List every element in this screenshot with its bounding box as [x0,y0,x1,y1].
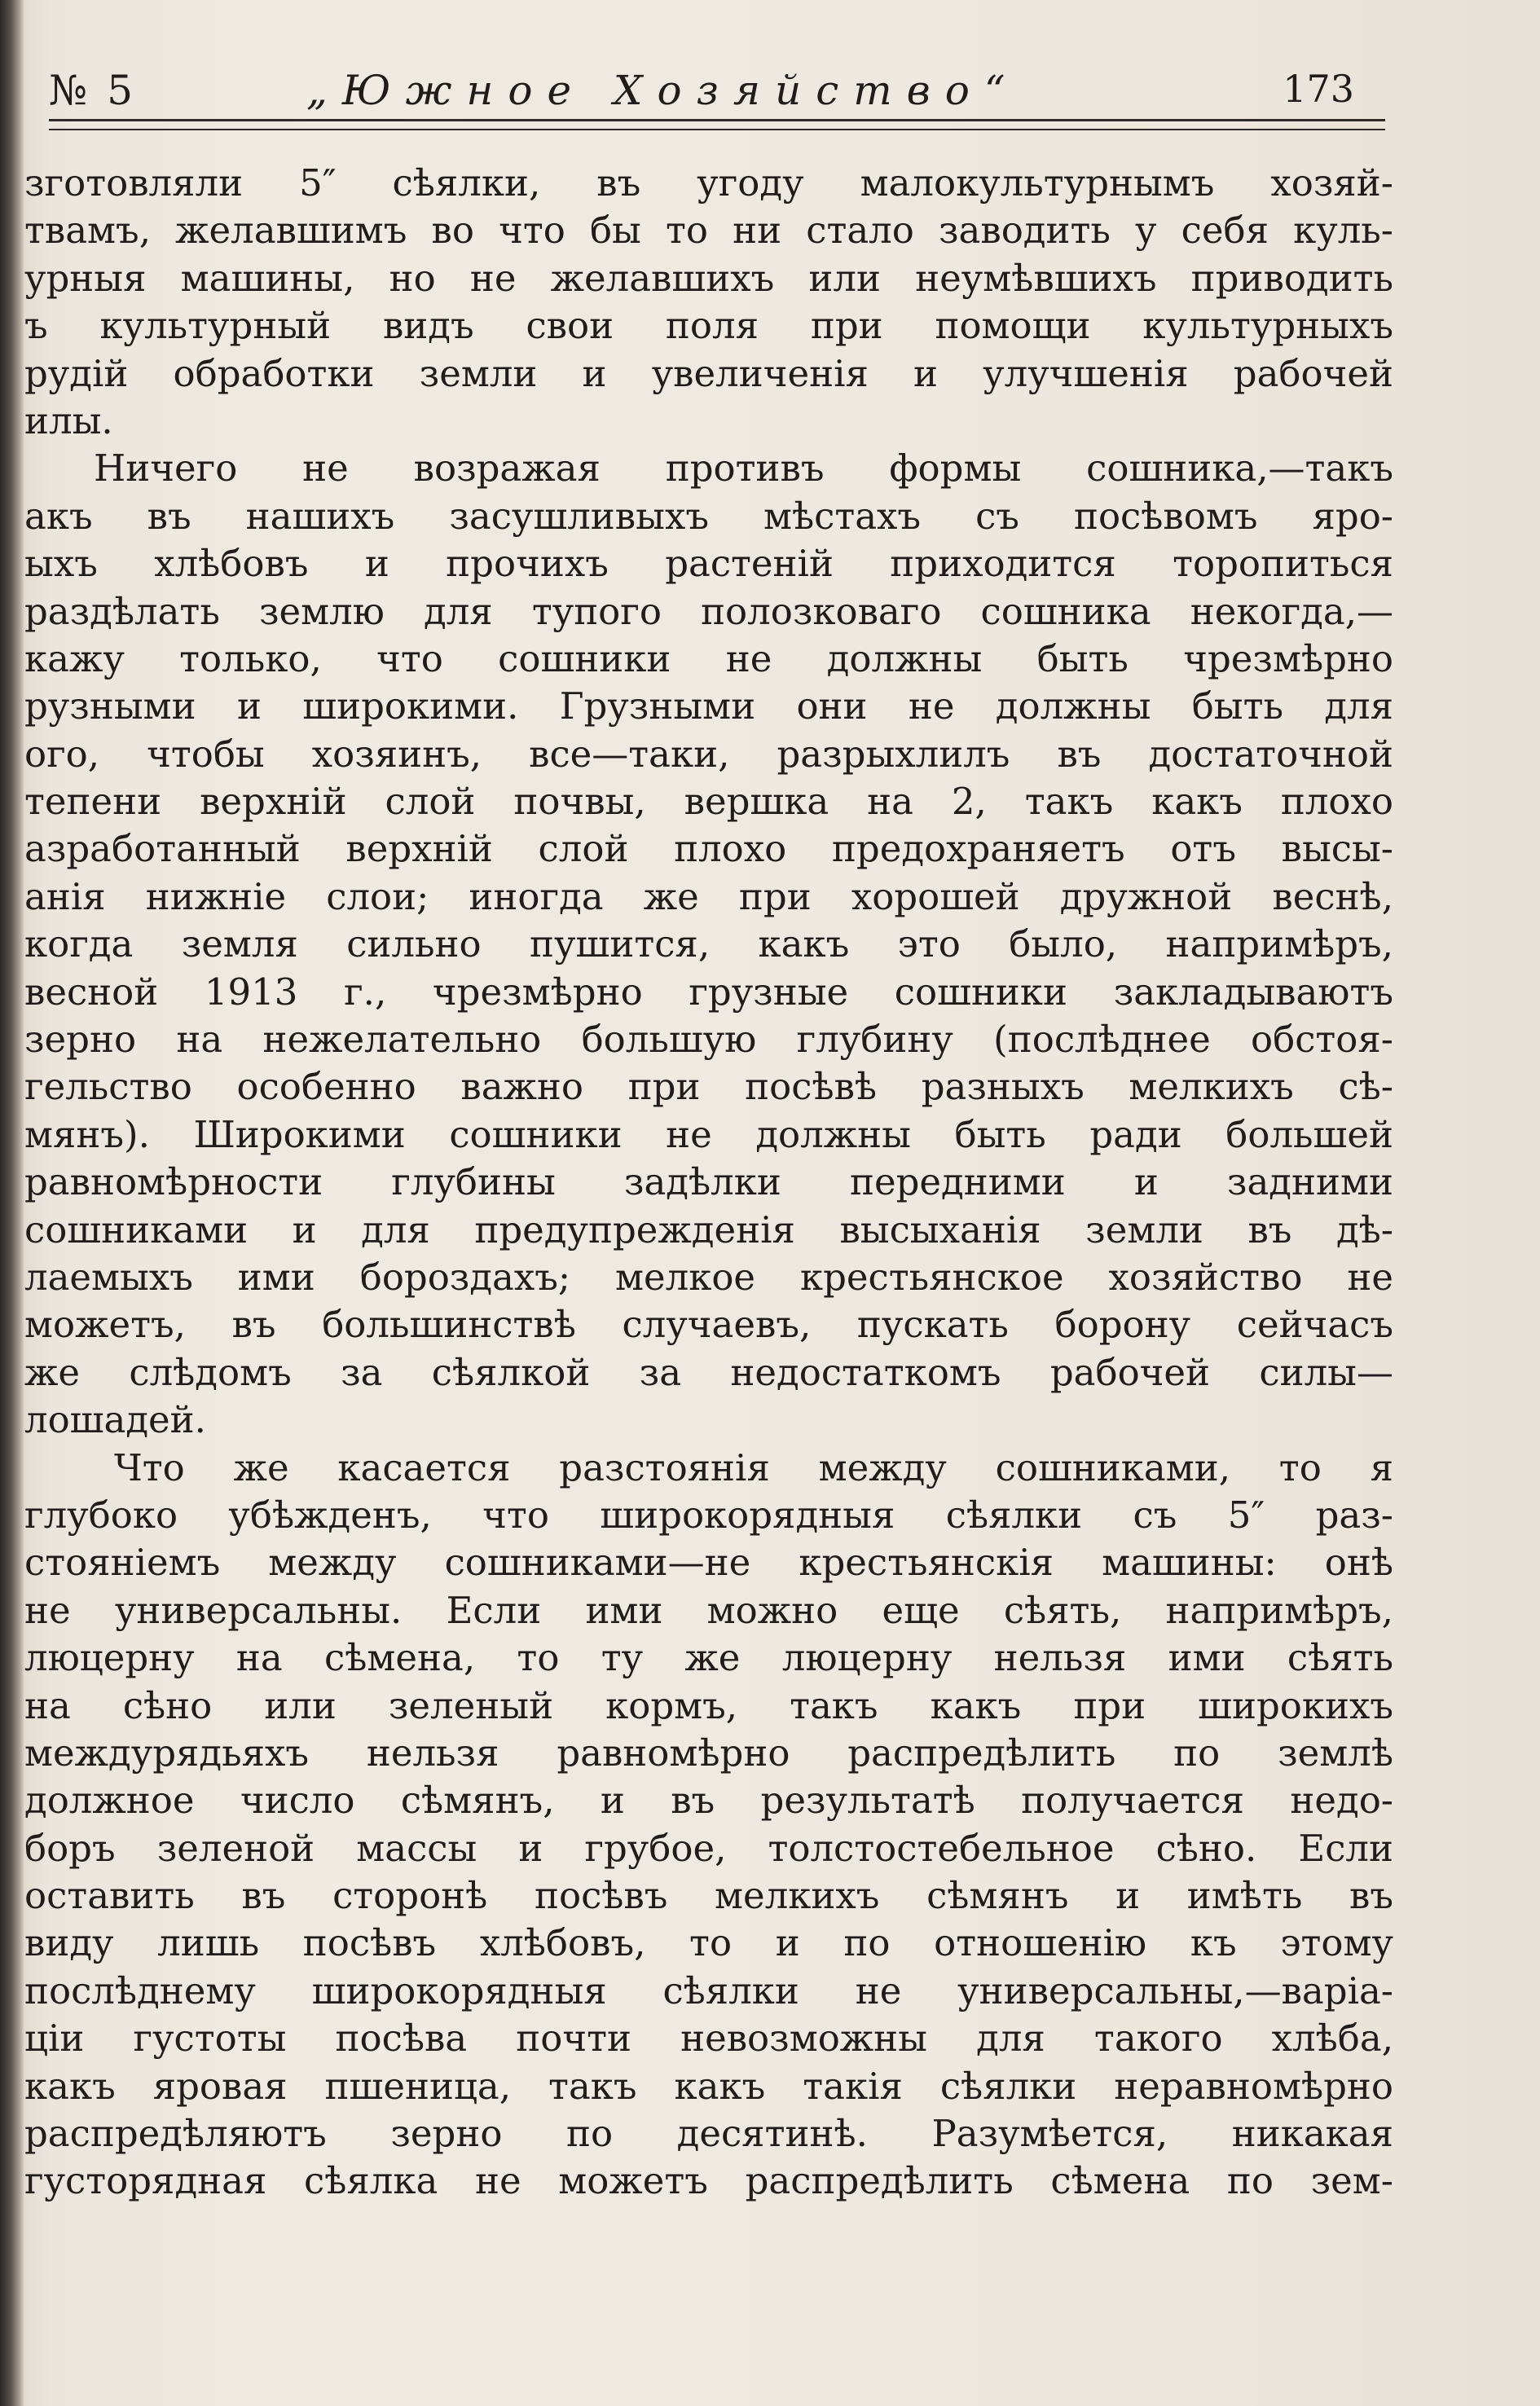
text-line: ыхъ хлѣбовъ и прочихъ растеній приходится торопиться [24,542,1393,586]
text-line: зерно на нежелательно большую глубину (послѣднее обстоя- [24,1018,1393,1062]
text-line: должное число сѣмянъ, и въ результатѣ получается недо- [24,1779,1393,1823]
book-gutter [0,0,24,2406]
text-line: азработанный верхній слой плохо предохраняетъ отъ высы- [24,827,1393,871]
text-line: сошниками и для предупрежденія высыханія земли въ дѣ- [24,1207,1393,1251]
text-line: ого, чтобы хозяинъ, все—таки, разрыхлилъ въ достаточной [24,732,1393,776]
text-line: Что же касается разстоянія между сошниками, то я [114,1445,1393,1489]
text-line: лошадей. [24,1398,206,1442]
text-line: глубоко убѣжденъ, что широкорядныя сѣялки съ 5″ раз- [24,1493,1393,1537]
text-line: какъ яровая пшеница, такъ какъ такія сѣялки неравномѣрно [24,2064,1393,2108]
text-line: анія нижніе слои; иногда же при хорошей дружной веснѣ, [24,874,1393,918]
text-line: междурядьяхъ нельзя равномѣрно распредѣлить по землѣ [24,1731,1393,1775]
text-line: весной 1913 г., чрезмѣрно грузные сошники закладываютъ [24,970,1393,1014]
text-line: твамъ, желавшимъ во что бы то ни стало заводить у себя куль- [24,209,1393,253]
text-line: рудій обработки земли и увеличенія и улучшенія рабочей [24,351,1393,395]
text-line: ъ культурный видъ свои поля при помощи культурныхъ [24,304,1393,348]
text-line: урныя машины, но не желавшихъ или неумѣвшихъ приводить [24,256,1393,300]
issue-number: № 5 [49,67,137,114]
text-line: кажу только, что сошники не должны быть чрезмѣрно [24,636,1393,680]
text-line: мянъ). Широкими сошники не должны быть ради большей [24,1112,1393,1156]
text-line: зготовляли 5″ сѣялки, въ угоду малокультурнымъ хозяй- [24,161,1393,205]
header-rule-bottom [49,129,1385,130]
text-line: можетъ, въ большинствѣ случаевъ, пускать борону сейчасъ [24,1303,1393,1347]
body-text [24,160,1393,2206]
running-header [49,67,1385,125]
text-line: ціи густоты посѣва почти невозможны для такого хлѣба, [24,2017,1393,2061]
text-line: равномѣрности глубины задѣлки передними и задними [24,1160,1393,1204]
text-line: гельство особенно важно при посѣвѣ разныхъ мелкихъ сѣ- [24,1065,1393,1109]
text-line: когда земля сильно пушится, какъ это было, напримѣръ, [24,922,1393,966]
text-line: же слѣдомъ за сѣялкой за недостаткомъ рабочей силы— [24,1350,1393,1394]
text-line: виду лишь посѣвъ хлѣбовъ, то и по отношенію къ этому [24,1921,1393,1965]
text-line: илы. [24,398,113,442]
text-line: люцерну на сѣмена, то ту же люцерну нельзя ими сѣять [24,1636,1393,1680]
page-number: 173 [1283,67,1354,111]
text-line: раздѣлать землю для тупого полозковаго сошника некогда,— [24,589,1393,633]
text-line: распредѣляютъ зерно по десятинѣ. Разумѣется, никакая [24,2112,1393,2156]
text-line: оставить въ сторонѣ посѣвъ мелкихъ сѣмянъ и имѣть въ [24,1874,1393,1918]
text-line: рузными и широкими. Грузными они не должны быть для [24,684,1393,728]
text-line: густорядная сѣялка не можетъ распредѣлить сѣмена по зем- [24,2159,1393,2203]
text-line: лаемыхъ ими бороздахъ; мелкое крестьянское хозяйство не [24,1255,1393,1299]
journal-title: „Южное Хозяйство“ [306,67,1020,114]
text-line: послѣднему широкорядныя сѣялки не универсальны,—варіа- [24,1968,1393,2012]
text-line: на сѣно или зеленый кормъ, такъ какъ при широкихъ [24,1683,1393,1727]
text-line: стояніемъ между сошниками—не крестьянскія машины: онѣ [24,1541,1393,1585]
text-line: не универсальны. Если ими можно еще сѣять, напримѣръ, [24,1588,1393,1632]
text-line: акъ въ нашихъ засушливыхъ мѣстахъ съ посѣвомъ яро- [24,494,1393,538]
text-line: боръ зеленой массы и грубое, толстостебельное сѣно. Если [24,1826,1393,1870]
text-line: тепени верхній слой почвы, вершка на 2, такъ какъ плохо [24,780,1393,824]
text-line: Ничего не возражая противъ формы сошника,—такъ [94,446,1393,490]
header-rule-top [49,119,1385,121]
